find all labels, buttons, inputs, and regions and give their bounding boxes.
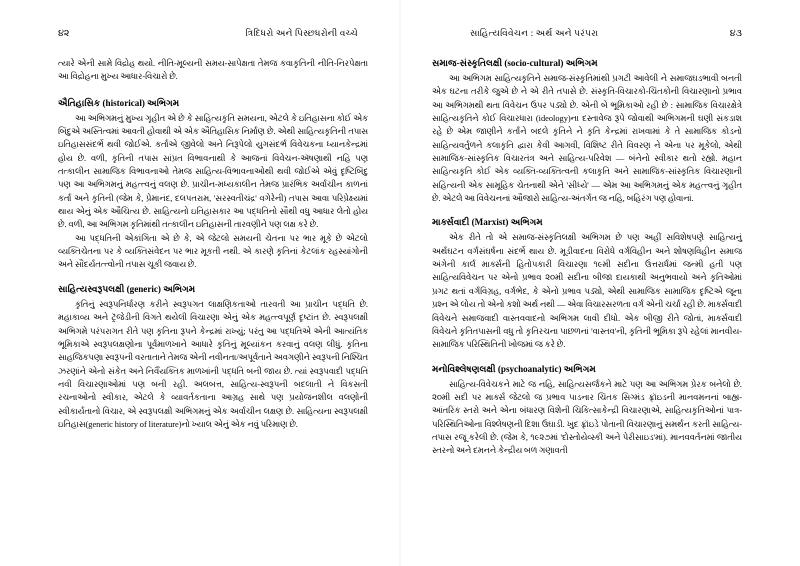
left-text-column [58, 57, 368, 431]
paragraph-generic-1: કૃતિનું સ્વરૂપનિર્ધારણ કરીને સ્વરૂપગત લાક્ષણિકતાઓ તારવતી આ પ્રાચીન પદ્ધતિ છે. મહાકાવ્ય અને ટ્રૅજેડીની વિગતે થયેલી વિચારણા એનું એક મહત્ત્વપૂર્ણ દૃષ્ટાંત છે. સ્વરૂપલક્ષી અભિગમે પરંપરાગત રીતે પણ કૃતિના રૂપને કેન્દ્રમાં રાખ્યું; પરંતુ આ પદ્ધતિએ એની આત્યંતિક ભૂમિકાએ સ્વરૂપલક્ષણોના પૂર્વમાળખાને આધારે કૃતિનું મૂલ્યાંકન કરવાનું વલણ લીધું. કૃતિના સાહજિકપણા સ્વરૂપની વરતાતાને તેમજ એની નવીનતા/અપૂર્વતાને અવગણીને સ્વરૂપની નિશ્ચિત ઝરણાંને એનો સંકેત અને નિર્વૈયક્તિક માળખાંની પદ્ધતિ બની જાય છે. ત્યાં સ્વરૂપવાદી પદ્ધતિ નવી વિચારણાઓમાં પણ બની રહી. અલબત્ત, સાહિત્ય-સ્વરૂપની બદલાતી ને વિકસતી રચનાઓનો સ્વીકાર, એટલે કે વ્યાવર્તકતાના આગ્રહ સાથે પણ પ્રયોજનશીલ વલણોની સ્વીકાર્યતાનો વિચાર, એ સ્વરૂપલક્ષી અભિગમનું એક અર્વાચીન લક્ષણ છે. સાહિત્યના સ્વરૂપલક્ષી ઇતિહાસ(generic history of literature)નો ખ્યાલ એનું એક નવું પરિમાણ છે. [58, 299, 368, 429]
right-running-head [432, 28, 742, 41]
heading-generic-approach: સાહિત્યસ્વરૂપલક્ષી (generic) અભિગમ [58, 283, 196, 294]
right-text-column [432, 57, 742, 458]
left-running-head-title: ત્રિદિધરો અને પિસ્છધરોની વચ્ચે [245, 28, 358, 38]
paragraph-marxist-1: એક રીતે તો એ સમાજ-સંસ્કૃતિલક્ષી અભિગમ છે પણ અહીં સવિશેષપણે સાહિત્યનું અર્થઘટન વર્ગસંઘર્ષના સંદર્ભે થાય છે. મૂડીવાદના વિરોધે વર્ગવિહીન અને શોષણવિહીન સમાજ અંગેની કાર્લ માર્ક્સની હિતોપકારી વિચારણા ૧૯મી સદીના ઉત્તરાર્ધમાં જન્મી હતી પણ સાહિત્યવિવેચન પર એનો પ્રભાવ ૨૦મી સદીના બીજા દાયકાથી અનુભવાયો અને કૃતિઓમાં પ્રગટ થતાં વર્ગવિગ્રહ, વર્ગભેદ, કે એનો પ્રભાવ પડ્યો, એથી સામાજિક સામાજિક દૃષ્ટિએ જૂના પ્રશ્ન એ લોય તો એનો કશો અર્થ નથી — એવા વિચારસરળતા વર્ગ એની ચર્ચા રહી છે. માર્ક્સવાદી વિવેચને સમાજવાદી વાસ્તવવાદનો અભિગમ લાવી દીધો. એક બીજી રીતે જોતાં, માર્ક્સવાદી વિવેચને કૃતિતપાસની વધુ તો કૃતિરચના પાછળનાં 'વાસ્તવ'ની, કૃતિની ભૂમિકા રૂપે રહેલાં માનવીય-સામાજિક પરિસ્થિતિની ખોજમાં જ કરે છે. [432, 233, 742, 350]
paragraph-historical-1: આ અભિગમનું મુખ્ય ગૃહીત એ છે કે સાહિત્યકૃતિ સમયના, એટલે કે ઇતિહાસના કોઈ એક બિંદુએ અસ્તિત્વમાં આવતી હોવાથી એ એક ઐતિહાસિક નિર્માણ છે. એથી સાહિત્યકૃતિની તપાસ ઇતિહાસસંદર્ભે થવી જોઈએ. કર્તાએ જીવેલો અને નિરૂપેલો યુગસંદર્ભ વિવેચકના ધ્યાનકેન્દ્રમાં હોય છે. વળી, કૃતિની તપાસ સાંપ્રત વિભાવનાથી કે આજનાં વિવેચન-ઍષણાથી નહિ પણ તત્કાલીન સામાજિક વિભાવનાઓ તેમજ સાહિત્ય-વિભાવનાઓથી થવી જોઈએ એવું દૃષ્ટિબિંદુ પણ આ અભિગમનું મહત્ત્વનું વલણ છે. પ્રાચીન-મધ્યકાલીન તેમજ પ્રારંભિક અર્વાચીન કાળનાં કર્તા અને કૃતિની (જેમ કે, પ્રેમાનંદ, દલપતરામ, 'સરસ્વતીચંદ્ર' વગેરેની) તપાસ આવા પરિપ્રેક્ષ્યમાં થાય એનું એક ઔચિત્ય છે. સાહિત્યનો ઇતિહાસકાર આ પદ્ધતિનો સૌથી વધુ આધાર લેતો હોય છે. વળી, આ અભિગમ કૃતિમાંથી તત્કાલીન ઇતિહાસની તારવણીને પણ લક્ષ કરે છે. [58, 113, 368, 230]
heading-historical-approach: ઐતિહાસિક (historical) અભિગમ [58, 97, 180, 108]
paragraph-historical-2: આ પદ્ધતિની એકાંગિતા એ છે કે, એ જેટલો સમયની ચેતના પર ભાર મૂકે છે એટલો વ્યક્તિચેતના પર કે વ્યક્તિસંવેદન પર ભાર મૂકતી નથી. એ કારણે કૃતિનાં કેટલાંક રહસ્યાંગોની અને સૌંદર્યતત્ત્વોની તપાસ ચૂકી જવાય છે. [58, 233, 368, 270]
paragraph-socio-cultural-1: આ અભિગમ સાહિત્યકૃતિને સમાજ-સંસ્કૃતિમાંથી પ્રગટી આવેલી ને સમાજઘડભાવી બનતી એક ઘટના તરીકે જુએ છે ને એ રીતે તપાસે છે. સંસ્કૃતિ-વિચારકો-ચિંતકોની વિચારણાનો પ્રભાવ આ અભિગમથી થતા વિવેચન ઉપર પડ્યો છે. એની બે ભૂમિકાઓ રહી છે : સામાજિક વિચારક્ષેત્રે સાહિત્યકૃતિને કોઈ વિચારધારા (ideology)ના દસ્તાવેજ રૂપે જોવાથી અભિગમની ઘણી સંકડાશ રહે છે એમ જાણીને કર્તાને બદલે કૃતિને ને કૃતિ કેન્દ્રમાં રાખવામાં કે તે સામાજિક કોડનો સાહિત્યવર્તુળને કલાકૃતિ દ્વારા કેવી આગવી, વિશિષ્ટ રીતે વિવરણ ને એના પર મૂકેલો, એથી સામાજિક-સાંસ્કૃતિક વિચારતંત્ર અને સાહિત્ય-પરિવેશ — બંનેનો સ્વીકાર થતો રહ્યો. મહાન સાહિત્યકૃતિ કોઈ એક વ્યક્તિ-વ્યક્તિત્વની કલાકૃતિ અને સામાજિક-સાંસ્કૃતિક વિચારણાની સહિત્યની એક સામૂહિક ચેતનાથી એને 'સીધ્યે' — એમ આ અભિગમનું એક મહત્ત્વનું ગૃહીત છે. એટલે આ વિવેચનનાં ઔજારો સાહિત્ય-અંતર્ગત જ નહિ, બહિરંગ પણ હોવાનાં. [432, 74, 742, 204]
right-running-head-title: સાહિત્યવિવેચન : અર્થ અને પરંપરા [470, 28, 599, 38]
right-page-folio: ૪૩ [729, 29, 742, 39]
heading-socio-cultural-approach: સમાજ-સંસ્કૃતિલક્ષી (socio-cultural) અભિગમ [432, 58, 598, 68]
heading-marxist-approach: માર્ક્સવાદી (Marxist) અભિગમ [432, 217, 543, 228]
right-page [400, 0, 800, 566]
left-running-head [58, 28, 368, 41]
heading-psychoanalytic-approach: મનોવિશ્લેષણલક્ષી (psychoanalytic) અભિગમ [432, 363, 596, 374]
continued-paragraph: ત્યારે એની સામે વિદ્રોહ થયો. નીતિ-મૂલ્યની સમય-સાપેક્ષતા તેમજ કવાકૃતિની નીતિ-નિરપેક્ષતા આ વિદ્રોહના મુખ્ય આધાર-વિચારો છે. [58, 59, 368, 82]
paragraph-psychoanalytic-1: સાહિત્ય-વિવેચકને માટે જ નહિ, સાહિત્યસર્જકને માટે પણ આ અભિગમ પ્રેરક બનેલો છે. ૨૦મી સદી પર માર્ક્સ જેટલો જ પ્રભાવ પાડનાર ચિંતક સિગ્મંડ ફ્રૉઇડની માનવમનનાં બાહ્ય-આંતરિક સ્તરો અને એના બંધારણ વિશેની ચિકિત્સાકેન્દ્રી વિચારણાએ, સાહિત્યકૃતિઓનાં પાત્ર-પરિસ્થિતિઓના વિશ્લેષણની દિશા ઉઘાડી. ખુદ ફ્રૉઇડે પોતાની વિચારણાનું સમર્થન કરતી સાહિત્ય-તપાસ રજૂ કરેલી છે. (જેમ કે, ૧૯૨૭માં 'દોસ્તોયેવ્સ્કી અને પેરીસાઇડ'માં). માનવવર્તનમાં જાતીય સ્તરનો અને દમનને કેન્દ્રીય બળ ગણાવતી [432, 379, 742, 456]
left-page-folio: ૪૨ [58, 29, 70, 39]
